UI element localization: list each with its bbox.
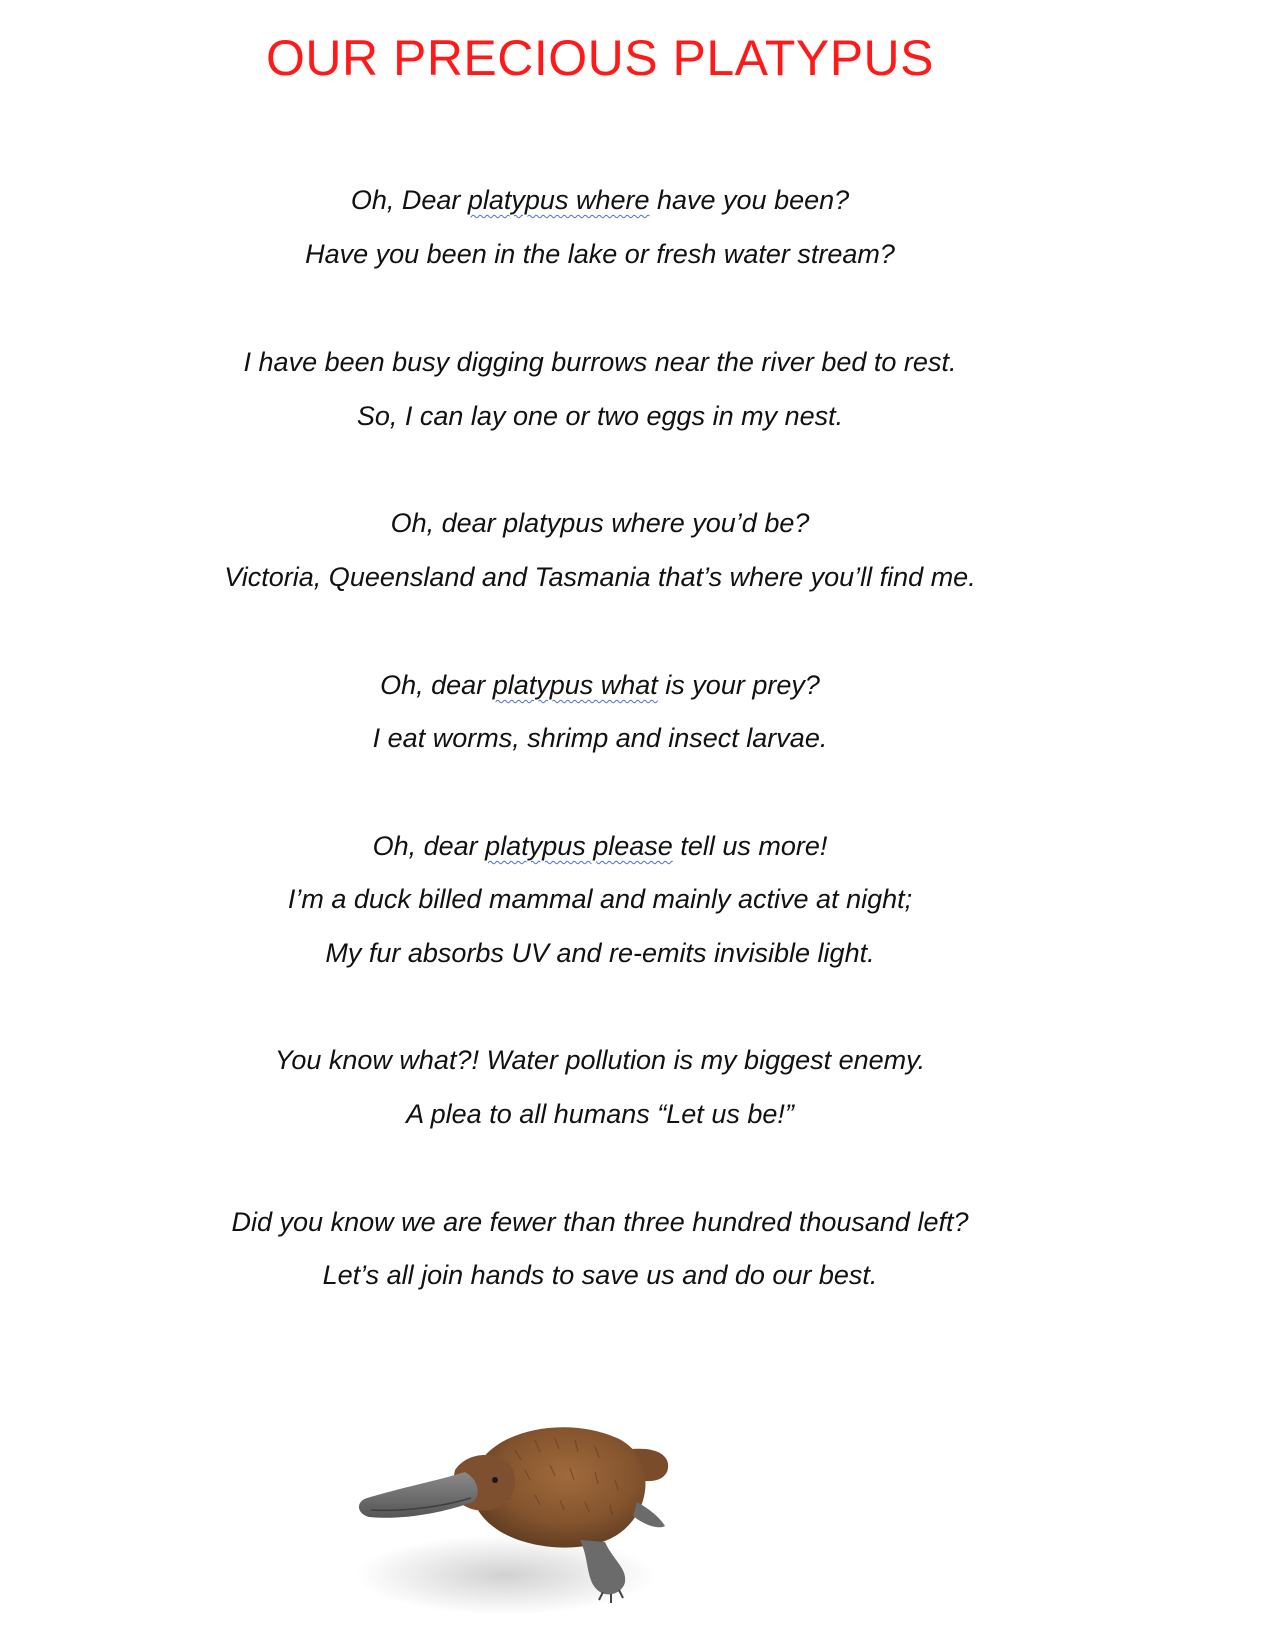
hind-foot bbox=[633, 1502, 665, 1527]
eye bbox=[492, 1477, 498, 1483]
poem-line: Oh, dear platypus where you’d be? bbox=[390, 508, 810, 538]
line-text: Oh, dear bbox=[380, 670, 493, 700]
poem-line: I’m a duck billed mammal and mainly active at night; bbox=[287, 884, 913, 914]
spellcheck-marked-text: platypus what bbox=[492, 670, 658, 700]
poem-line: Let’s all join hands to save us and do our best. bbox=[322, 1260, 878, 1290]
poem-line: I eat worms, shrimp and insect larvae. bbox=[372, 723, 828, 753]
poem-line: Did you know we are fewer than three hundred thousand left? bbox=[231, 1207, 969, 1237]
line-text: Oh, Dear bbox=[350, 185, 468, 215]
line-text: tell us more! bbox=[672, 831, 828, 861]
poem-line bbox=[0, 829, 1200, 863]
poem-line: You know what?! Water pollution is my biggest enemy. bbox=[274, 1045, 926, 1075]
poem-line: So, I can lay one or two eggs in my nest. bbox=[356, 401, 844, 431]
line-text: Oh, dear bbox=[372, 831, 486, 861]
poem-line: A plea to all humans “Let us be!” bbox=[406, 1099, 794, 1129]
poem-line: I have been busy digging burrows near the river bed to rest. bbox=[243, 347, 957, 377]
document-title: OUR PRECIOUS PLATYPUS bbox=[265, 30, 935, 86]
line-text: is your prey? bbox=[657, 670, 820, 700]
poem-line bbox=[0, 668, 1200, 702]
poem-line: My fur absorbs UV and re-emits invisible light. bbox=[325, 938, 875, 968]
poem-line: Have you been in the lake or fresh water stream? bbox=[305, 239, 895, 269]
platypus-illustration bbox=[355, 1410, 700, 1625]
spellcheck-marked-text: platypus please bbox=[485, 831, 673, 861]
poem-line: Victoria, Queensland and Tasmania that’s where you’ll find me. bbox=[224, 562, 976, 592]
spellcheck-marked-text: platypus where bbox=[467, 185, 650, 215]
line-text: have you been? bbox=[649, 185, 850, 215]
poem-line bbox=[0, 183, 1200, 217]
